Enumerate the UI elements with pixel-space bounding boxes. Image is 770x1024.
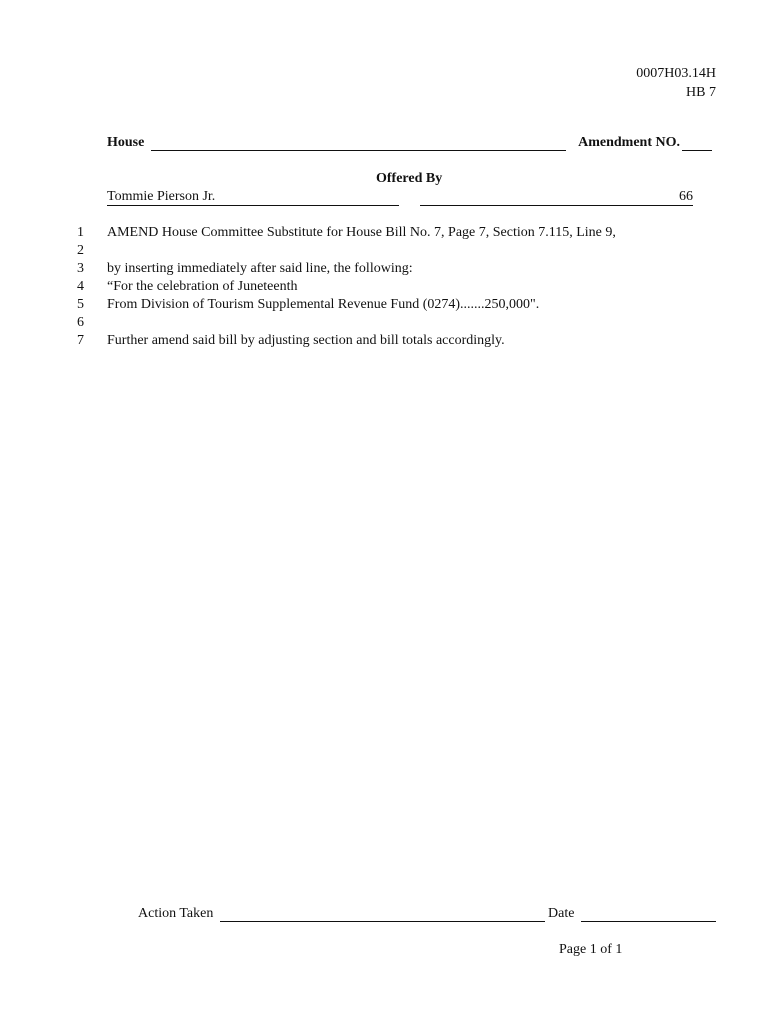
house-amendment-row <box>107 135 712 153</box>
date-label: Date <box>548 906 575 921</box>
bill-reference: HB 7 <box>686 85 716 100</box>
line-number: 1 <box>77 225 84 240</box>
house-label: House <box>107 135 145 150</box>
house-blank-line <box>151 150 566 151</box>
sponsor-name: Tommie Pierson Jr. <box>107 189 399 206</box>
line-text: “For the celebration of Juneteenth <box>107 279 298 294</box>
district-number: 66 <box>420 189 693 206</box>
offered-by-heading: Offered By <box>376 171 443 186</box>
line-text: Further amend said bill by adjusting section and bill totals accordingly. <box>107 333 505 348</box>
action-taken-row <box>138 906 716 924</box>
page-number: Page 1 of 1 <box>559 942 623 957</box>
sponsor-row <box>107 189 693 207</box>
date-blank <box>581 921 716 922</box>
line-number: 5 <box>77 297 84 312</box>
line-text: by inserting immediately after said line, the following: <box>107 261 413 276</box>
line-number: 6 <box>77 315 84 330</box>
line-number: 7 <box>77 333 84 348</box>
line-number: 4 <box>77 279 84 294</box>
line-text: AMEND House Committee Substitute for House Bill No. 7, Page 7, Section 7.115, Line 9, <box>107 225 616 240</box>
line-number: 2 <box>77 243 84 258</box>
amendment-number-label: Amendment NO. <box>578 135 680 150</box>
line-text: From Division of Tourism Supplemental Revenue Fund (0274).......250,000". <box>107 297 540 312</box>
action-taken-blank <box>220 921 545 922</box>
line-number: 3 <box>77 261 84 276</box>
amendment-number-blank <box>682 150 712 151</box>
document-identifier <box>636 64 716 102</box>
action-taken-label: Action Taken <box>138 906 214 921</box>
doc-code: 0007H03.14H <box>636 66 716 81</box>
